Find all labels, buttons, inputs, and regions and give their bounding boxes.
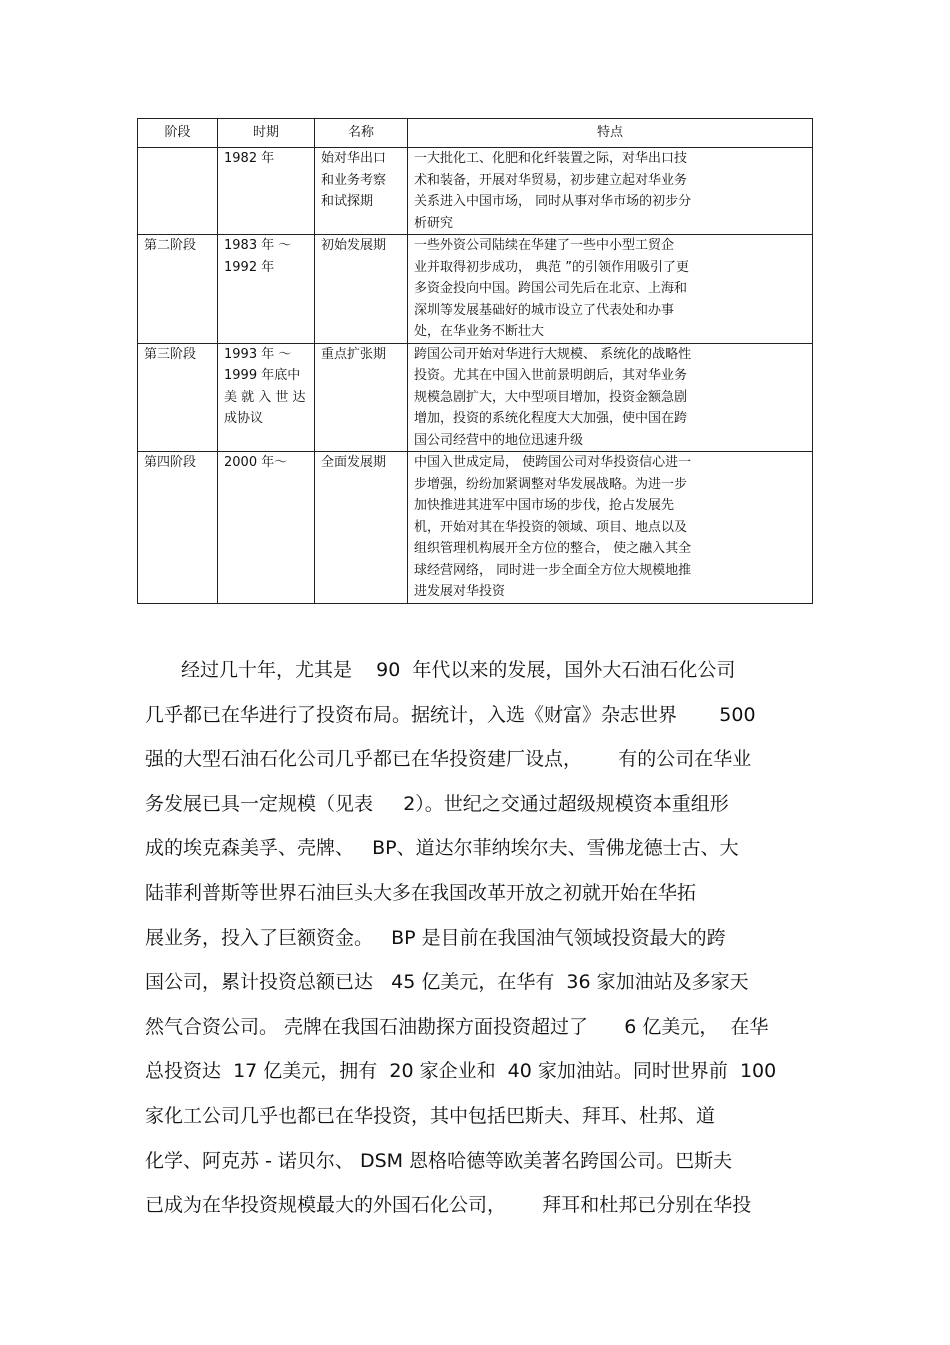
cell-line: 第二阶段 <box>144 238 197 253</box>
cell-line: 关系进入中国市场， 同时从事对华市场的初步分 <box>414 194 692 209</box>
paragraph-line: 然气合资公司。 壳牌在我国石油勘探方面投资超过了 6 亿美元， 在华 <box>145 1015 769 1038</box>
paragraph-line: 总投资达 17 亿美元，拥有 20 家企业和 40 家加油站。同时世界前 100 <box>145 1060 777 1083</box>
cell-period <box>218 343 315 452</box>
cell-line: 加快推进其进军中国市场的步伐，抢占发展先 <box>414 498 675 513</box>
cell-line: 业并取得初步成功， 典范 ”的引领作用吸引了更 <box>414 259 689 275</box>
cell-line: 中国入世成定局， 使跨国公司对华投资信心进一 <box>414 455 692 470</box>
paragraph-line: 几乎都已在华进行了投资布局。据统计，入选《财富》杂志世界 500 <box>145 703 756 726</box>
paragraph-line: 强的大型石油石化公司几乎都已在华投资建厂设点， 有的公司在华业 <box>145 748 752 771</box>
paragraph-line: 展业务，投入了巨额资金。 BP 是目前在我国油气领域投资最大的跨 <box>145 926 726 949</box>
cell-line: 1982 年 <box>224 151 275 166</box>
cell-period <box>218 148 315 235</box>
cell-features <box>408 148 813 235</box>
paragraph-line: 化学、阿克苏 - 诺贝尔、 DSM 恩格哈德等欧美著名跨国公司。巴斯夫 <box>145 1149 733 1172</box>
cell-line: 一大批化工、化肥和化纤装置之际，对华出口技 <box>414 151 688 166</box>
table-row <box>138 343 813 452</box>
cell-line: 1992 年 <box>224 259 275 275</box>
table-row <box>138 148 813 235</box>
cell-line: 重点扩张期 <box>321 346 387 362</box>
header-features: 特点 <box>408 119 813 148</box>
cell-line: 步增强，纷纷加紧调整对华发展战略。为进一步 <box>414 476 688 492</box>
cell-name <box>315 235 408 344</box>
cell-line: 1983 年 ～ <box>224 238 292 253</box>
cell-line: 跨国公司开始对华进行大规模、 系统化的战略性 <box>414 346 692 362</box>
cell-line: 析研究 <box>414 215 454 231</box>
cell-line: 进发展对华投资 <box>414 584 506 599</box>
paragraph-line: 国公司，累计投资总额已达 45 亿美元，在华有 36 家加油站及多家天 <box>145 971 749 994</box>
cell-features <box>408 452 813 604</box>
cell-line: 成协议 <box>224 411 264 426</box>
cell-stage <box>138 343 218 452</box>
cell-line: 全面发展期 <box>321 455 387 470</box>
cell-features <box>408 343 813 452</box>
cell-stage <box>138 452 218 604</box>
paragraph-line: 家化工公司几乎也都已在华投资，其中包括巴斯夫、拜耳、杜邦、道 <box>145 1104 716 1127</box>
cell-stage <box>138 235 218 344</box>
header-name: 名称 <box>315 119 408 148</box>
cell-line: 一些外资公司陆续在华建了一些中小型工贸企 <box>414 238 675 253</box>
cell-line: 和业务考察 <box>321 172 387 188</box>
cell-name <box>315 343 408 452</box>
cell-period <box>218 235 315 344</box>
table-row <box>138 235 813 344</box>
body-paragraph <box>145 648 825 1228</box>
cell-line: 多资金投向中国。跨国公司先后在北京、上海和 <box>414 281 688 296</box>
cell-line: 国公司经营中的地位迅速升级 <box>414 432 584 448</box>
paragraph-line: 务发展已具一定规模（见表 2）。世纪之交通过超级规模资本重组形 <box>145 792 729 815</box>
cell-line: 第三阶段 <box>144 346 197 362</box>
stages-table <box>137 118 813 604</box>
cell-line: 术和装备，开展对华贸易，初步建立起对华业务 <box>414 172 688 188</box>
cell-line: 深圳等发展基础好的城市设立了代表处和办事 <box>414 302 675 318</box>
cell-line: 初始发展期 <box>321 238 387 253</box>
cell-line: 始对华出口 <box>321 151 387 166</box>
cell-line: 1993 年 ～ <box>224 346 292 362</box>
cell-line: 1999 年底中 <box>224 368 301 383</box>
cell-name <box>315 148 408 235</box>
table-header-row <box>138 119 813 148</box>
cell-line: 投资。尤其在中国入世前景明朗后，其对华业务 <box>414 368 688 383</box>
cell-line: 美 就 入 世 达 <box>224 389 306 405</box>
header-period: 时期 <box>218 119 315 148</box>
cell-line: 处，在华业务不断壮大 <box>414 324 545 339</box>
table-row <box>138 452 813 604</box>
paragraph-line: 经过几十年，尤其是 90 年代以来的发展，国外大石油石化公司 <box>181 659 736 681</box>
cell-period <box>218 452 315 604</box>
cell-line: 第四阶段 <box>144 455 197 470</box>
cell-line: 组织管理机构展开全方位的整合， 使之融入其全 <box>414 541 692 556</box>
paragraph-line: 成的埃克森美孚、壳牌、 BP、道达尔菲纳埃尔夫、雪佛龙德士古、大 <box>145 837 739 860</box>
cell-line: 机，开始对其在华投资的领域、项目、地点以及 <box>414 519 688 535</box>
cell-name <box>315 452 408 604</box>
cell-line: 规模急剧扩大，大中型项目增加，投资金额急剧 <box>414 389 688 405</box>
cell-line: 增加，投资的系统化程度大大加强，使中国在跨 <box>414 411 688 426</box>
cell-features <box>408 235 813 344</box>
paragraph-line: 陆菲利普斯等世界石油巨头大多在我国改革开放之初就开始在华拓 <box>145 881 697 904</box>
cell-stage <box>138 148 218 235</box>
cell-line: 球经营网络， 同时进一步全面全方位大规模地推 <box>414 562 692 578</box>
cell-line: 2000 年～ <box>224 455 288 470</box>
paragraph-line: 已成为在华投资规模最大的外国石化公司， 拜耳和杜邦已分别在华投 <box>145 1194 752 1217</box>
header-stage: 阶段 <box>138 119 218 148</box>
cell-line: 和试探期 <box>321 194 374 209</box>
